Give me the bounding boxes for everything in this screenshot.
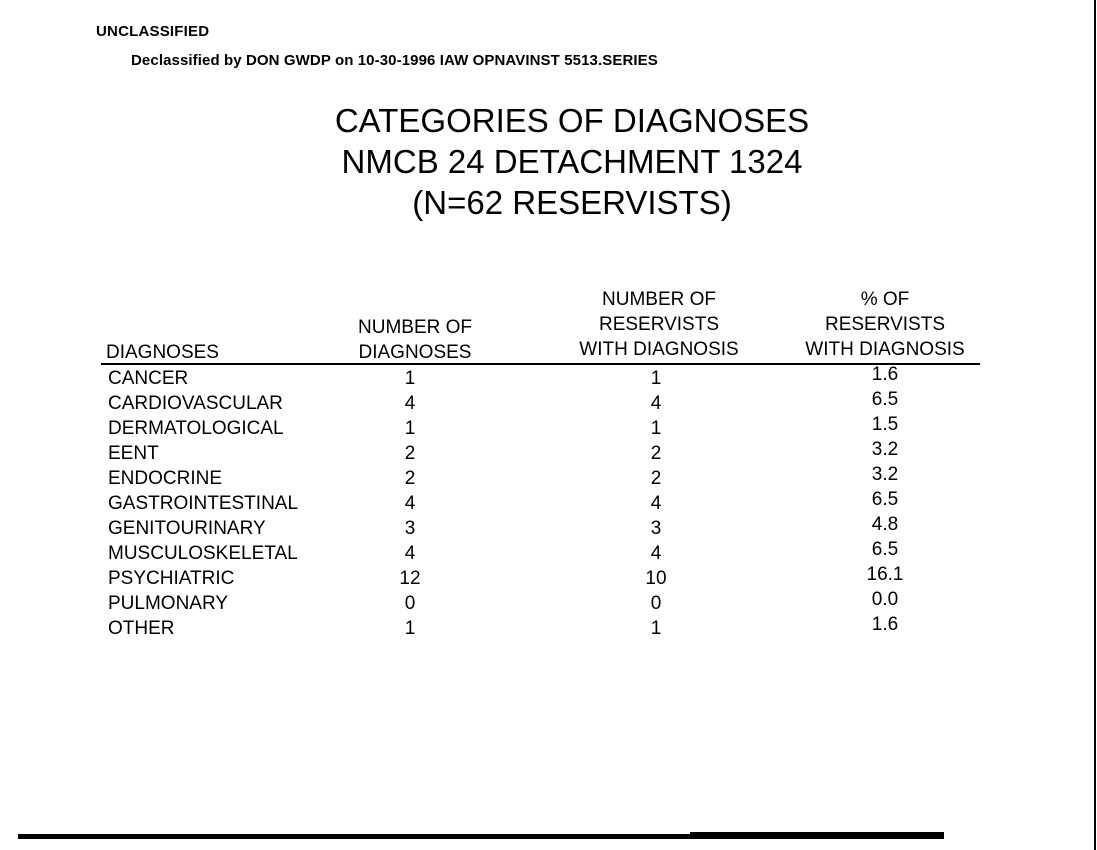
- title-line-3: (N=62 RESERVISTS): [412, 184, 732, 221]
- header-line: % OF: [860, 289, 910, 310]
- column-header-reservists-with-diagnosis: [548, 287, 770, 362]
- document-title: [272, 100, 872, 223]
- diagnosis-name: CARDIOVASCULAR: [108, 393, 283, 414]
- number-of-diagnoses: 12: [399, 568, 421, 589]
- diagnosis-name: PULMONARY: [108, 593, 229, 614]
- diagnosis-name: GASTROINTESTINAL: [108, 493, 299, 514]
- table-row: [0, 414, 1097, 443]
- number-of-diagnoses: 1: [404, 618, 416, 639]
- table-row: [0, 589, 1097, 618]
- number-of-diagnoses: 1: [404, 368, 416, 389]
- reservists-with-diagnosis: 3: [650, 518, 662, 539]
- title-line-1: CATEGORIES OF DIAGNOSES: [334, 102, 810, 139]
- title-line-2: NMCB 24 DETACHMENT 1324: [341, 143, 803, 180]
- reservists-with-diagnosis: 4: [650, 543, 662, 564]
- table-row: [0, 389, 1097, 418]
- number-of-diagnoses: 2: [404, 443, 416, 464]
- table-row: [0, 489, 1097, 518]
- number-of-diagnoses: 0: [404, 593, 416, 614]
- classification-marking: UNCLASSIFIED: [96, 23, 210, 40]
- reservists-with-diagnosis: 2: [650, 468, 662, 489]
- diagnosis-name: ENDOCRINE: [108, 468, 223, 489]
- diagnoses-table-body: [0, 364, 1097, 643]
- percent-reservists: 1.5: [871, 414, 899, 435]
- header-line: NUMBER OF: [358, 317, 472, 338]
- number-of-diagnoses: 2: [404, 468, 416, 489]
- header-line: NUMBER OF: [602, 289, 716, 310]
- column-header-diagnoses: DIAGNOSES: [106, 342, 219, 363]
- reservists-with-diagnosis: 1: [650, 418, 662, 439]
- percent-reservists: 6.5: [871, 489, 899, 510]
- diagnosis-name: CANCER: [108, 368, 189, 389]
- header-line: WITH DIAGNOSIS: [805, 339, 965, 360]
- diagnosis-name: EENT: [108, 443, 159, 464]
- number-of-diagnoses: 1: [404, 418, 416, 439]
- declassification-notice: Declassified by DON GWDP on 10-30-1996 IAW OPNAVINST 5513.SERIES: [131, 52, 658, 69]
- diagnosis-name: GENITOURINARY: [108, 518, 266, 539]
- percent-reservists: 3.2: [871, 439, 899, 460]
- percent-reservists: 1.6: [871, 614, 899, 635]
- percent-reservists: 1.6: [871, 364, 899, 385]
- percent-reservists: 6.5: [871, 539, 899, 560]
- reservists-with-diagnosis: 1: [650, 618, 662, 639]
- header-line: RESERVISTS: [824, 314, 946, 335]
- percent-reservists: 0.0: [871, 589, 899, 610]
- reservists-with-diagnosis: 1: [650, 368, 662, 389]
- table-row: [0, 564, 1097, 593]
- reservists-with-diagnosis: 10: [645, 568, 667, 589]
- table-row: [0, 464, 1097, 493]
- diagnosis-name: MUSCULOSKELETAL: [108, 543, 298, 564]
- table-row: [0, 439, 1097, 468]
- number-of-diagnoses: 3: [404, 518, 416, 539]
- diagnosis-name: PSYCHIATRIC: [108, 568, 235, 589]
- table-row: [0, 514, 1097, 543]
- reservists-with-diagnosis: 4: [650, 393, 662, 414]
- table-row: [0, 614, 1097, 643]
- table-row: [0, 539, 1097, 568]
- reservists-with-diagnosis: 2: [650, 443, 662, 464]
- footer-rule-thick: [690, 832, 944, 839]
- diagnosis-name: OTHER: [108, 618, 175, 639]
- percent-reservists: 6.5: [871, 389, 899, 410]
- percent-reservists: 3.2: [871, 464, 899, 485]
- number-of-diagnoses: 4: [404, 543, 416, 564]
- reservists-with-diagnosis: 0: [650, 593, 662, 614]
- header-line: RESERVISTS: [598, 314, 720, 335]
- table-row: [0, 364, 1097, 393]
- column-header-percent-reservists: [780, 287, 990, 362]
- diagnosis-name: DERMATOLOGICAL: [108, 418, 284, 439]
- percent-reservists: 16.1: [866, 564, 904, 585]
- number-of-diagnoses: 4: [404, 493, 416, 514]
- header-line: WITH DIAGNOSIS: [579, 339, 739, 360]
- reservists-with-diagnosis: 4: [650, 493, 662, 514]
- column-header-number-of-diagnoses: [340, 315, 490, 365]
- number-of-diagnoses: 4: [404, 393, 416, 414]
- header-line: DIAGNOSES: [358, 342, 472, 363]
- percent-reservists: 4.8: [871, 514, 899, 535]
- header-underline: [101, 363, 980, 365]
